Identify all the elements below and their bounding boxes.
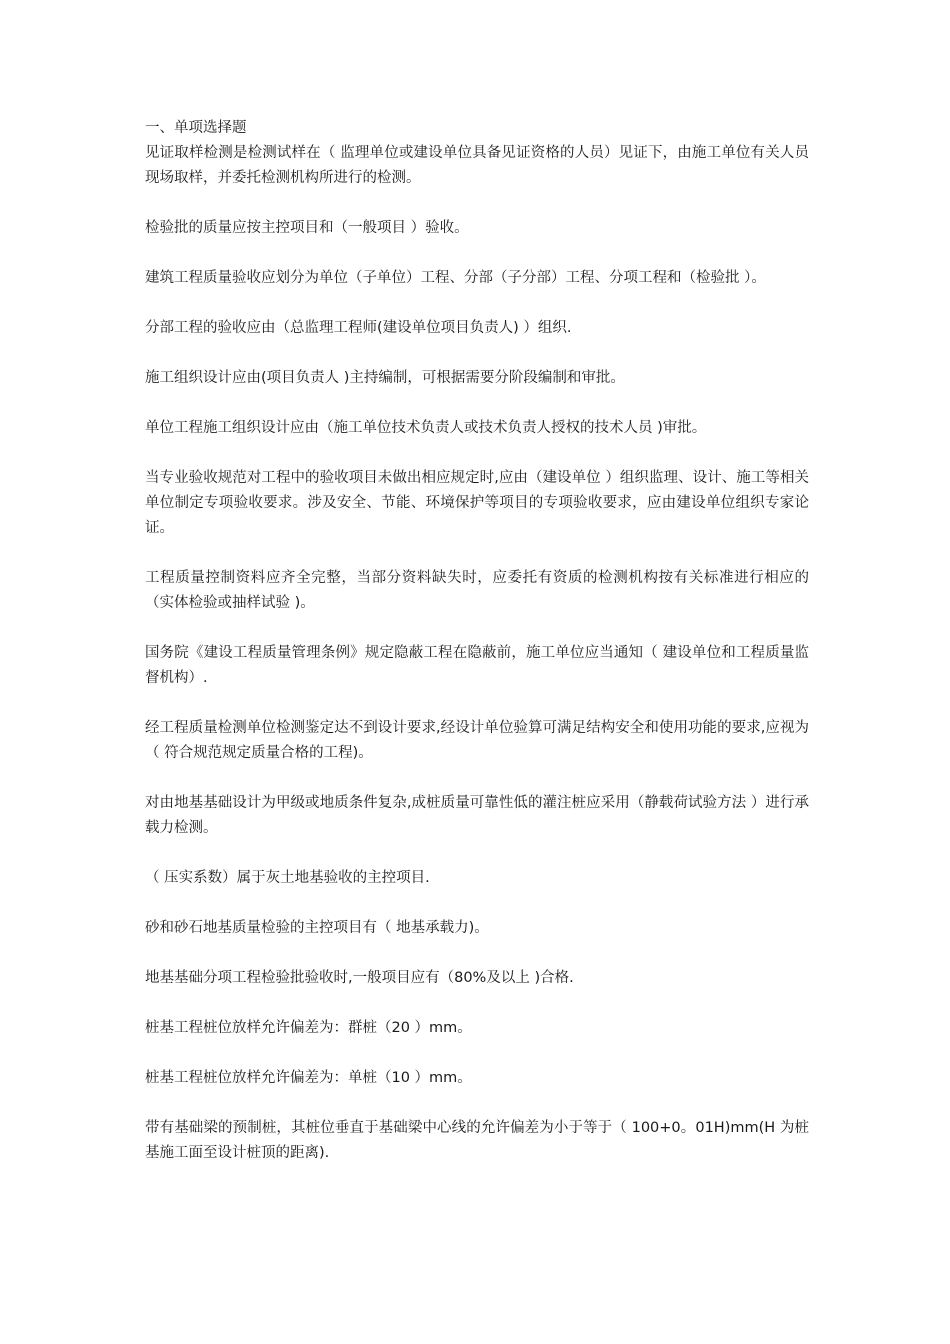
paragraph-3: 建筑工程质量验收应划分为单位（子单位）工程、分部（子分部）工程、分项工程和（检验批 ）。: [145, 270, 766, 286]
paragraph-6: 单位工程施工组织设计应由（施工单位技术负责人或技术负责人授权的技术人员 )审批。: [145, 420, 707, 436]
paragraph-15: 桩基工程桩位放样允许偏差为：群桩（20 ）mm。: [145, 1020, 472, 1036]
paragraph-14: 地基基础分项工程检验批验收时,一般项目应有（80%及以上 )合格.: [145, 970, 574, 986]
paragraph-12: （ 压实系数）属于灰土地基验收的主控项目.: [145, 870, 430, 886]
paragraph-7: 当专业验收规范对工程中的验收项目未做出相应规定时,应由（建设单位 ）组织监理、设计、施工等相关单位制定专项验收要求。涉及安全、节能、环境保护等项目的专项验收要求，应由建设单位组织专家论证。: [145, 470, 809, 536]
paragraph-2: 检验批的质量应按主控项目和（一般项目 ）验收。: [145, 220, 469, 236]
paragraph-4: 分部工程的验收应由（总监理工程师(建设单位项目负责人) ）组织.: [145, 320, 572, 336]
document-body: [145, 116, 809, 1191]
paragraph-9: 国务院《建设工程质量管理条例》规定隐蔽工程在隐蔽前，施工单位应当通知（ 建设单位和工程质量监督机构）.: [145, 645, 809, 686]
paragraph-10: 经工程质量检测单位检测鉴定达不到设计要求,经设计单位验算可满足结构安全和使用功能的要求,应视为（ 符合规范规定质量合格的工程)。: [145, 720, 809, 761]
section-title: 一、单项选择题: [145, 120, 247, 136]
paragraph-5: 施工组织设计应由(项目负责人 )主持编制，可根据需要分阶段编制和审批。: [145, 370, 625, 386]
paragraph-13: 砂和砂石地基质量检验的主控项目有（ 地基承载力)。: [145, 920, 489, 936]
paragraph-17: 带有基础梁的预制桩，其桩位垂直于基础梁中心线的允许偏差为小于等于（ 100+0。01H)mm(H 为桩基施工面至设计桩顶的距离).: [145, 1120, 809, 1161]
paragraph-16: 桩基工程桩位放样允许偏差为：单桩（10 ）mm。: [145, 1070, 472, 1086]
paragraph-8: 工程质量控制资料应齐全完整，当部分资料缺失时，应委托有资质的检测机构按有关标准进行相应的（实体检验或抽样试验 )。: [145, 570, 809, 611]
paragraph-11: 对由地基基础设计为甲级或地质条件复杂,成桩质量可靠性低的灌注桩应采用（静载荷试验方法 ）进行承载力检测。: [145, 795, 809, 836]
paragraph-1: 见证取样检测是检测试样在（ 监理单位或建设单位具备见证资格的人员）见证下，由施工单位有关人员现场取样，并委托检测机构所进行的检测。: [145, 145, 809, 186]
